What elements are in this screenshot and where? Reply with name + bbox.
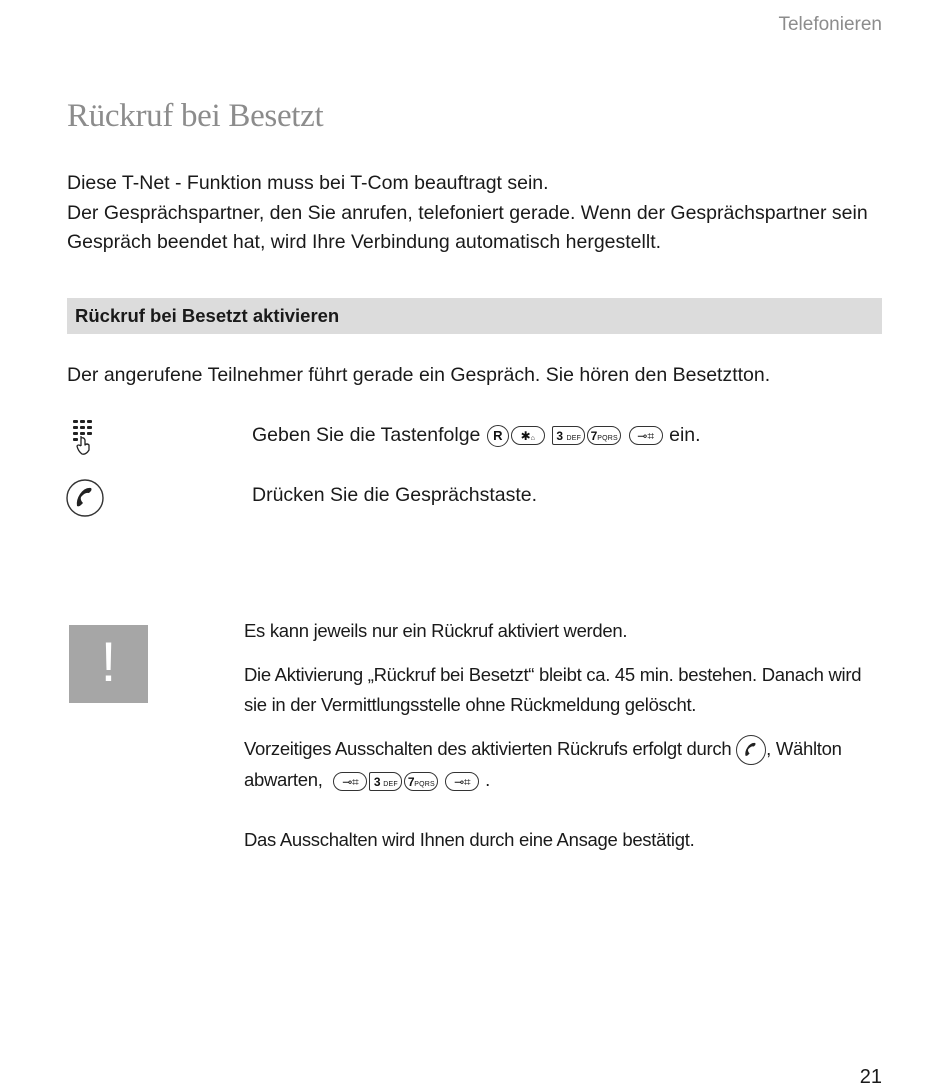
star-key-sub: ⌂ <box>530 435 536 443</box>
note-3-line-2 <box>244 765 884 795</box>
key-7-letters: PQRS <box>597 435 618 443</box>
phone-key-icon <box>736 735 766 765</box>
note-3 <box>244 734 884 795</box>
r-key-icon: R <box>487 425 509 447</box>
step-1-text: Geben Sie die Tastenfolge <box>252 424 481 446</box>
hash-key-icon: ⊸⌗ <box>333 772 367 791</box>
key-3-icon <box>369 772 402 791</box>
intro-line-1: Diese T-Net - Funktion muss bei T-Com beauftragt sein. <box>67 172 549 194</box>
page-number: 21 <box>859 1066 882 1088</box>
note-3-text: Vorzeitiges Ausschalten des aktivierten Rückrufs erfolgt durch <box>244 738 732 759</box>
key-3-letters: DEF <box>383 780 398 788</box>
key-7-icon <box>587 426 621 445</box>
note-1: Es kann jeweils nur ein Rückruf aktiviert werden. <box>244 620 628 641</box>
running-header: Telefonieren <box>778 14 882 35</box>
star-key-icon <box>511 426 545 445</box>
step-1-end: ein. <box>669 424 701 446</box>
key-3-icon <box>552 426 585 445</box>
intro-line-2: Der Gesprächspartner, den Sie anrufen, telefoniert gerade. Wenn der Gesprächspartner sein Gespräch beendet hat, wird Ihre Verbindung automatisch hergestellt. <box>67 201 868 253</box>
hash-key-icon: ⊸⌗ <box>629 426 663 445</box>
note-3-line-1 <box>244 734 884 765</box>
note-3-text-after: , Wählton <box>766 738 842 759</box>
step-press-talk: Drücken Sie die Gesprächstaste. <box>252 484 538 506</box>
key-7-digit: 7 <box>407 774 415 789</box>
note-4: Das Ausschalten wird Ihnen durch eine Ansage bestätigt. <box>244 829 695 850</box>
key-7-digit: 7 <box>590 429 598 444</box>
intro-text <box>67 169 887 258</box>
exclamation-icon <box>69 625 148 703</box>
note-3-end: . <box>485 769 490 791</box>
exclamation-mark: ! <box>100 630 117 693</box>
hash-key-icon: ⊸⌗ <box>445 772 479 791</box>
keypad-icon <box>68 418 100 463</box>
key-7-letters: PQRS <box>414 780 435 788</box>
key-3-digit: 3 <box>556 429 564 444</box>
section-heading-bar <box>67 298 882 334</box>
step-enter-keys <box>252 424 701 447</box>
section-heading: Rückruf bei Besetzt aktivieren <box>75 305 340 326</box>
note-3-line-2-text: abwarten, <box>244 769 323 791</box>
key-7-icon <box>404 772 438 791</box>
page-title: Rückruf bei Besetzt <box>67 98 324 134</box>
phone-key-icon <box>65 478 105 523</box>
lead-text: Der angerufene Teilnehmer führt gerade ein Gespräch. Sie hören den Besetztton. <box>67 364 771 386</box>
key-3-letters: DEF <box>566 435 582 443</box>
key-3-digit: 3 <box>373 774 381 789</box>
star-key-symbol: ✱ <box>520 429 531 444</box>
note-2: Die Aktivierung „Rückruf bei Besetzt“ bleibt ca. 45 min. bestehen. Danach wird sie in der Vermittlungsstelle ohne Rückmeldung gelöscht. <box>244 664 862 715</box>
